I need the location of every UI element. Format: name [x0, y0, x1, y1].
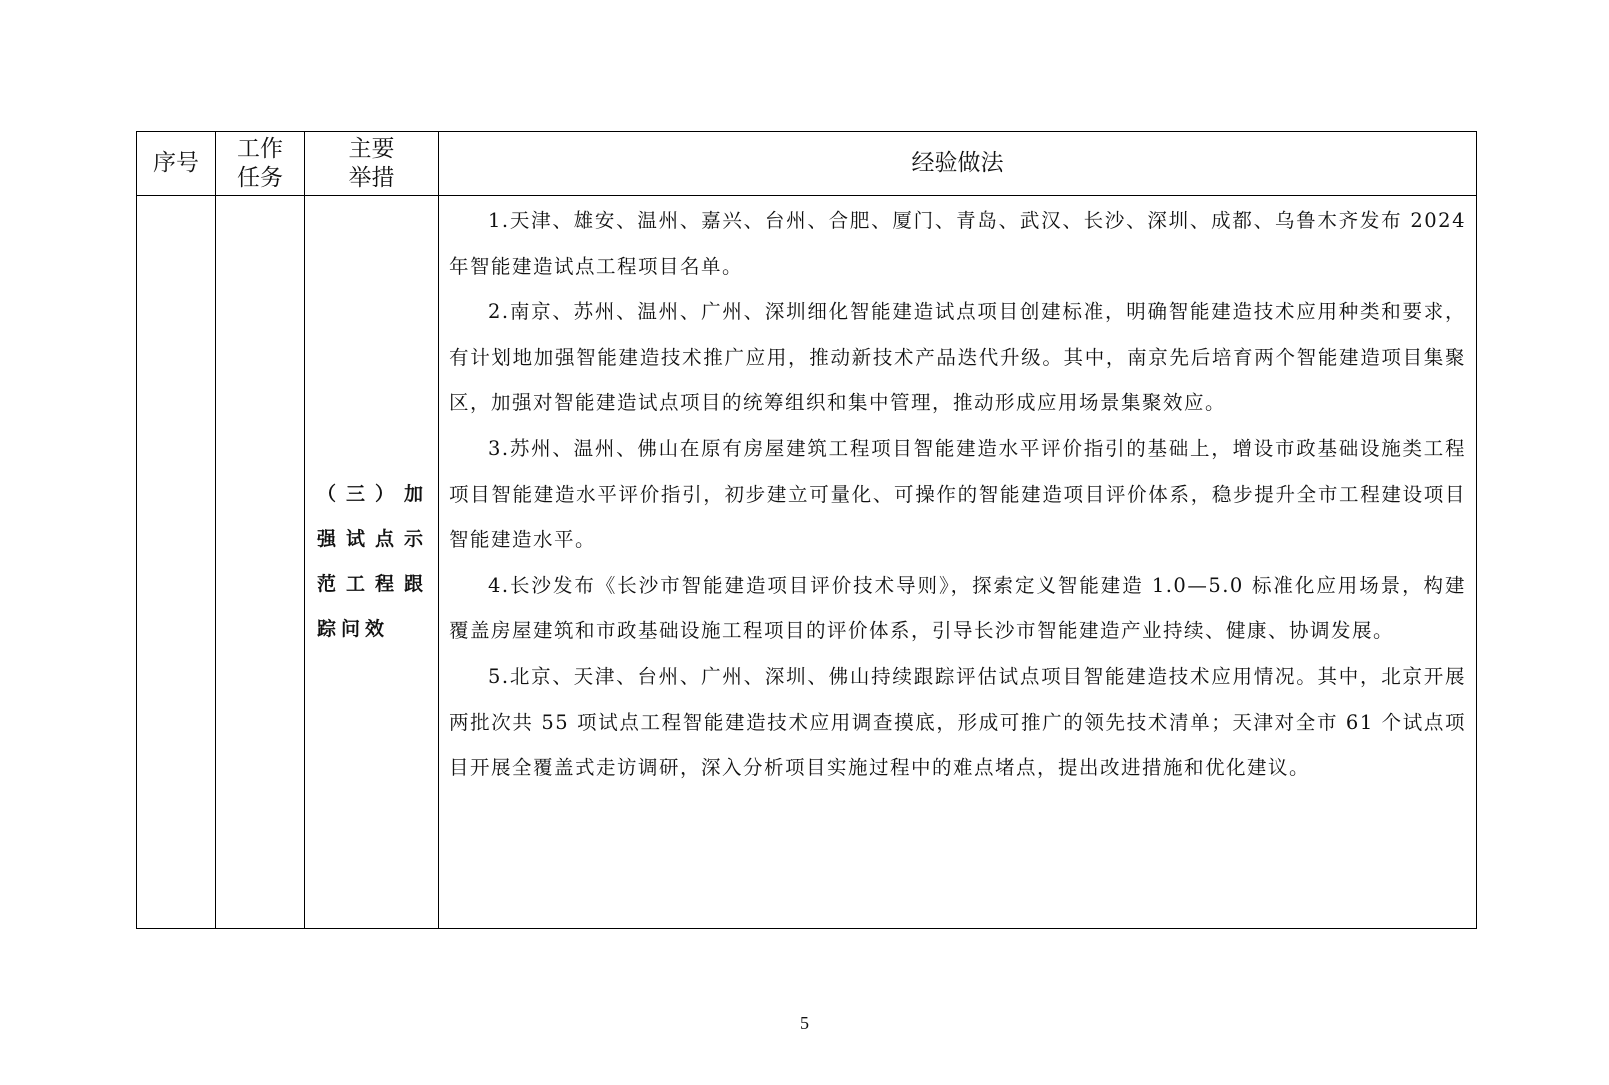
header-measure	[305, 132, 439, 196]
header-task-line2: 任务	[237, 164, 283, 191]
header-measure-line2: 举措	[348, 164, 395, 191]
experience-table	[136, 131, 1477, 929]
cell-experience	[439, 196, 1477, 929]
cell-seq	[137, 196, 216, 929]
experience-item-2: 2.南京、苏州、温州、广州、深圳细化智能建造试点项目创建标准，明确智能建造技术应用种类和要求，有计划地加强智能建造技术推广应用，推动新技术产品迭代升级。其中，南京先后培育两个智能建造项目集聚区，加强对智能建造试点项目的统筹组织和集中管理，推动形成应用场景集聚效应。	[449, 300, 1466, 415]
experience-item-5: 5.北京、天津、台州、广州、深圳、佛山持续跟踪评估试点项目智能建造技术应用情况。其中，北京开展两批次共 55 项试点工程智能建造技术应用调查摸底，形成可推广的领先技术清单；天津对全市 61 个试点项目开展全覆盖式走访调研，深入分析项目实施过程中的难点堵点，提出改进措施和优化建议。	[449, 664, 1466, 780]
table-header-row	[137, 132, 1477, 196]
table-row	[137, 196, 1477, 929]
header-task-line1: 工作	[237, 135, 283, 162]
header-seq: 序号	[137, 132, 216, 196]
header-experience: 经验做法	[439, 132, 1477, 196]
cell-task	[216, 196, 305, 929]
header-task	[216, 132, 305, 196]
header-measure-line1: 主要	[348, 135, 395, 162]
measure-text: （三）加强试点示范工程跟踪问效	[317, 483, 428, 640]
page-number: 5	[800, 1013, 809, 1033]
experience-item-4: 4.长沙发布《长沙市智能建造项目评价技术导则》，探索定义智能建造 1.0—5.0 标准化应用场景，构建覆盖房屋建筑和市政基础设施工程项目的评价体系，引导长沙市智能建造产业持续、健康、协调发展。	[449, 573, 1466, 643]
experience-item-1: 1.天津、雄安、温州、嘉兴、台州、合肥、厦门、青岛、武汉、长沙、深圳、成都、乌鲁木齐发布 2024 年智能建造试点工程项目名单。	[449, 209, 1466, 278]
cell-measure	[305, 196, 439, 929]
experience-item-3: 3.苏州、温州、佛山在原有房屋建筑工程项目智能建造水平评价指引的基础上，增设市政基础设施类工程项目智能建造水平评价指引，初步建立可量化、可操作的智能建造项目评价体系，稳步提升全市工程建设项目智能建造水平。	[449, 436, 1466, 552]
